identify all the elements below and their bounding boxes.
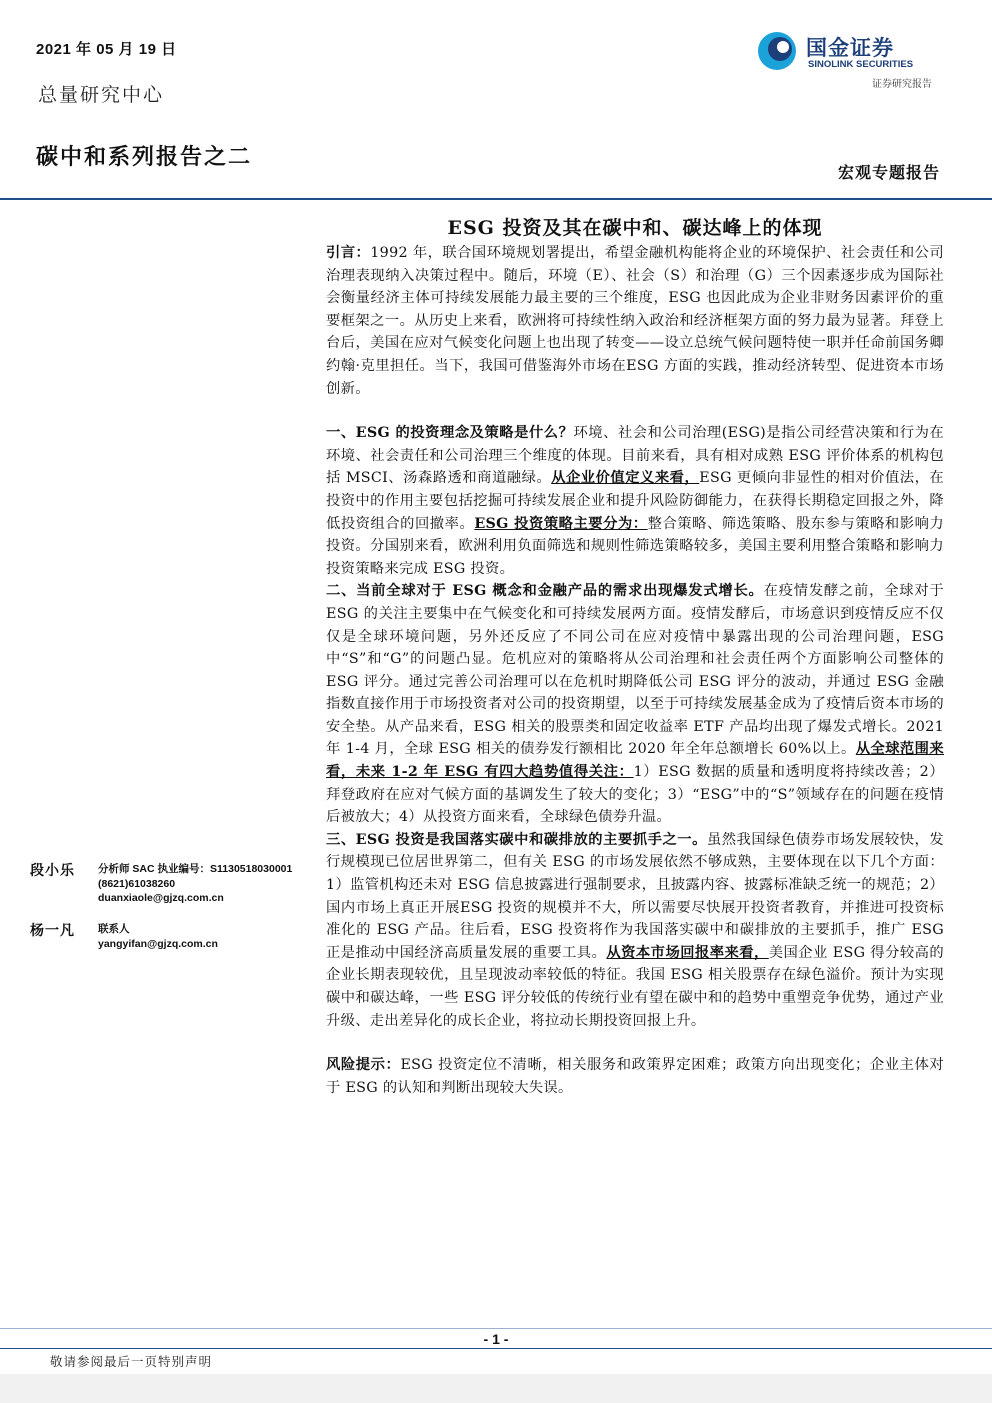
contact-role: 联系人 (98, 923, 130, 935)
analyst-email[interactable]: duanxiaole@gjzq.com.cn (98, 892, 224, 904)
report-date: 2021 年 05 月 19 日 (36, 41, 177, 58)
report-body (326, 242, 944, 1099)
report-type: 宏观专题报告 (837, 163, 940, 182)
analyst-name: 段小乐 (30, 863, 75, 879)
section-3-heading: 三、ESG 投资是我国落实碳中和碳排放的主要抓手之一。 (326, 831, 707, 848)
report-title: ESG 投资及其在碳中和、碳达峰上的体现 (447, 217, 823, 239)
risk-label: 风险提示： (326, 1057, 401, 1074)
paragraph-gap (326, 1032, 944, 1054)
section-1-text-c: 整合策略、筛选策略、股东参与策略和影响力投资。分国别来看，欧洲利用负面筛选和规则性筛选策略较多，美国主要利用整合策略和影响力投资策略来完成 ESG 投资。 (326, 515, 945, 577)
contact-card (30, 922, 320, 958)
section-3-emphasis: 从资本市场回报率来看， (606, 944, 769, 961)
footer-rule (0, 1348, 992, 1349)
section-2-text-a: 在疫情发酵之前，全球对于 ESG 的关注主要集中在气候变化和可持续发展两方面。疫情发酵后，市场意识到疫情反应不仅仅是全球环境问题，另外还反应了不同公司在应对疫情中暴露出现的公司治理问题，ESG 中“S”和“G”的问题凸显。危机应对的策略将从公司治理和社会责任两个方面影响公司整体的 ESG 评分。通过完善公司治理可以在危机时期降低公司 ESG 评分的波动，并通过 ESG 金融指数直接作用于市场投资者对公司的投资期望，以至于可持续发展基金成为了疫情后资本市场的安全垫。从产品来看，ESG 相关的股票类和固定收益率 ETF 产品均出现了爆发式增长。2021 年 1-4 月，全球 ESG 相关的债券发行额相比 2020 年全年总额增长 60%以上。 (326, 583, 944, 758)
logo-subtitle: 证券研究报告 (872, 79, 932, 90)
footer-disclaimer: 敬请参阅最后一页特别声明 (50, 1354, 213, 1369)
section-2-emphasis: 从全球范围来看，未来 1-2 年 ESG 有四大趋势值得关注： (326, 741, 944, 781)
intro-label: 引言： (326, 245, 371, 261)
section-2-heading: 二、当前全球对于 ESG 概念和金融产品的需求出现爆发式增长。 (326, 583, 764, 600)
contact-info (98, 922, 218, 951)
logo-mark-icon (756, 30, 798, 72)
company-logo (756, 30, 956, 96)
risk-text: ESG 投资定位不清晰，相关服务和政策界定困难；政策方向出现变化；企业主体对于 ESG 的认知和判断出现较大失误。 (326, 1057, 944, 1096)
analyst-info (98, 862, 292, 906)
logo-name-cn: 国金证券 (806, 36, 894, 60)
research-center: 总量研究中心 (38, 84, 165, 106)
paragraph-gap (326, 400, 944, 422)
section-3 (326, 829, 944, 1032)
section-1-emphasis-2: ESG 投资策略主要分为： (474, 515, 648, 532)
contact-name: 杨一凡 (30, 923, 75, 939)
section-2-text-b: 1）ESG 数据的质量和透明度将持续改善；2）拜登政府在应对气候方面的基调发生了较大的变化；3）“ESG”中的“S”领域存在的问题在疫情后被放大；4）从投资方面来看，全球绿色债券升温。 (326, 764, 944, 826)
footer-divider (0, 1328, 992, 1329)
section-1-text-b: ESG 更倾向非显性的相对价值法，在投资中的作用主要包括挖掘可持续发展企业和提升风险防御能力，在获得长期稳定回报之外，降低投资组合的回撤率。 (326, 470, 944, 532)
section-1-heading: 一、ESG 的投资理念及策略是什么？ (326, 425, 574, 442)
analyst-card (30, 862, 320, 912)
risk-paragraph (326, 1054, 944, 1099)
section-1-text-a: 环境、社会和公司治理(ESG)是指公司经营决策和行为在环境、社会责任和公司治理三个维度的体现。目前来看，具有相对成熟 ESG 评价体系的机构包括 MSCI、汤森路透和商道融绿。 (326, 425, 944, 487)
intro-paragraph (326, 242, 944, 400)
analyst-role: 分析师 SAC 执业编号：S1130518030001 (98, 863, 293, 875)
series-title: 碳中和系列报告之二 (36, 144, 253, 170)
section-1-emphasis-1: 从企业价值定义来看， (551, 470, 700, 487)
intro-text: 1992 年，联合国环境规划署提出，希望金融机构能将企业的环境保护、社会责任和公司治理表现纳入决策过程中。随后，环境（E）、社会（S）和治理（G）三个因素逐步成为国际社会衡量经济主体可持续发展能力最主要的三个维度，ESG 也因此成为企业非财务因素评价的重要框架之一。从历史上来看，欧洲将可持续性纳入政治和经济框架方面的努力最为显著。拜登上台后，美国在应对气候变化问题上也出现了转变——设立总统气候问题特使一职并任命前国务卿约翰·克里担任。当下，我国可借鉴海外市场在ESG 方面的实践，推动经济转型、促进资本市场创新。 (326, 245, 944, 397)
footer-band (0, 1374, 992, 1403)
analyst-phone: (8621)61038260 (98, 877, 176, 890)
section-2 (326, 580, 944, 829)
page-number: - 1 - (483, 1331, 509, 1347)
section-3-text-b: 美国企业 ESG 得分较高的企业长期表现较优，且呈现波动率较低的特征。我国 ESG 相关股票存在绿色溢价。预计为实现碳中和碳达峰，一些 ESG 评分较低的传统行业有望在碳中和的趋势中重塑竞争优势，通过产业升级、走出差异化的成长企业，将拉动长期投资回报上升。 (326, 944, 944, 1029)
contact-email[interactable]: yangyifan@gjzq.com.cn (98, 937, 218, 950)
logo-name-en: SINOLINK SECURITIES (808, 59, 914, 70)
header-divider (0, 198, 992, 200)
section-1 (326, 422, 944, 580)
section-3-text-a: 虽然我国绿色债券市场发展较快，发行规模现已位居世界第二，但有关 ESG 的市场发展依然不够成熟，主要体现在以下几个方面：1）监管机构还未对 ESG 信息披露进行强制要求，且披露内容、披露标准缺乏统一的规范；2）国内市场上真正开展ESG 投资的规模并不大，所以需要尽快展开投资者教育，并推进可投资标准化的 ESG 产品。往后看，ESG 投资将作为我国落实碳中和碳排放的主要抓手，推广 ESG 正是推动中国经济高质量发展的重要工具。 (326, 831, 944, 961)
